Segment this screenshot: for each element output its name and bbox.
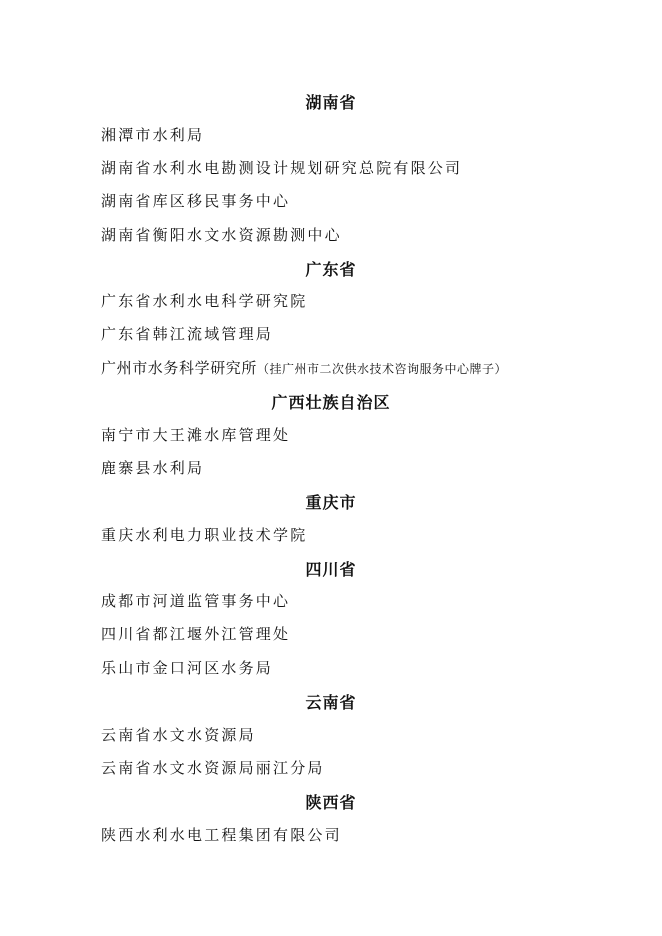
section-heading-shaanxi: 陕西省 xyxy=(305,793,357,812)
list-item: 湖南省库区移民事务中心 xyxy=(101,192,291,210)
section-heading-yunnan: 云南省 xyxy=(305,693,357,712)
list-item: 云南省水文水资源局 xyxy=(101,726,256,744)
list-item: 广东省韩江流域管理局 xyxy=(101,325,274,343)
list-item: 乐山市金口河区水务局 xyxy=(101,659,274,677)
section-heading-guangdong: 广东省 xyxy=(305,260,357,279)
section-heading-sichuan: 四川省 xyxy=(305,560,357,579)
section-heading-hunan: 湖南省 xyxy=(305,93,357,112)
list-item: 鹿寨县水利局 xyxy=(101,459,205,477)
list-item: 成都市河道监管事务中心 xyxy=(101,592,291,610)
list-item: 四川省都江堰外江管理处 xyxy=(101,625,291,643)
section-heading-guangxi: 广西壮族自治区 xyxy=(271,393,391,412)
list-item: 陕西水利水电工程集团有限公司 xyxy=(101,826,342,844)
list-item-note: （挂广州市二次供水技术咨询服务中心牌子） xyxy=(257,362,508,376)
list-item-main-text: 广州市水务科学研究所 xyxy=(101,359,258,377)
list-item-with-note xyxy=(101,357,507,378)
list-item: 重庆水利电力职业技术学院 xyxy=(101,526,308,544)
list-item: 云南省水文水资源局丽江分局 xyxy=(101,759,325,777)
list-item: 南宁市大王滩水库管理处 xyxy=(101,426,291,444)
list-item: 广东省水利水电科学研究院 xyxy=(101,292,308,310)
list-item: 湖南省衡阳水文水资源勘测中心 xyxy=(101,226,342,244)
list-item: 湖南省水利水电勘测设计规划研究总院有限公司 xyxy=(101,159,463,177)
list-item: 湘潭市水利局 xyxy=(101,126,205,144)
section-heading-chongqing: 重庆市 xyxy=(305,493,357,512)
